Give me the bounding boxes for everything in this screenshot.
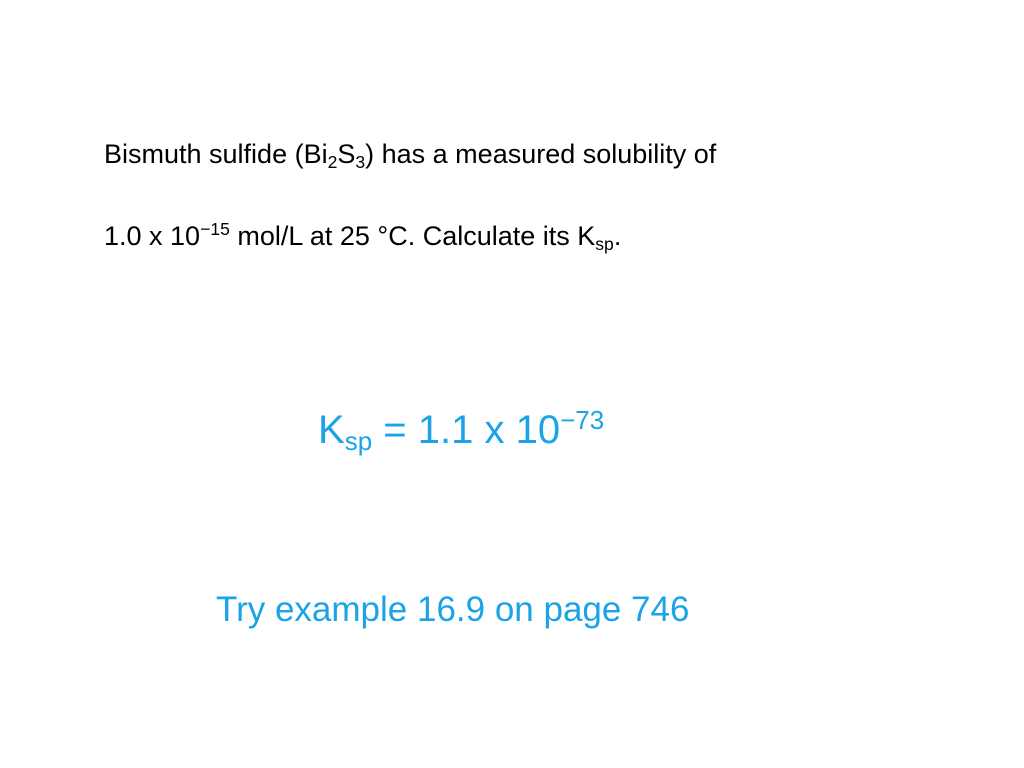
superscript: −15 <box>200 219 230 240</box>
problem-line-1 <box>104 139 717 172</box>
problem-text: Bismuth sulfide (Bi <box>104 139 328 169</box>
problem-line-2 <box>104 219 622 254</box>
subscript: 3 <box>355 151 366 172</box>
subscript: sp <box>344 426 373 457</box>
problem-text: ) has a measured solubility of <box>365 139 717 169</box>
subscript: 2 <box>327 151 338 172</box>
problem-text: . <box>613 221 622 251</box>
problem-text: 1.0 x 10 <box>104 221 201 251</box>
answer-text: = 1.1 x 10 <box>372 408 561 452</box>
superscript: −73 <box>560 404 605 435</box>
answer <box>318 404 605 457</box>
hint-text: Try example 16.9 on page 746 <box>216 590 690 629</box>
problem-text: S <box>337 139 356 169</box>
answer-symbol: K <box>318 408 345 452</box>
problem-text: mol/L at 25 °C. Calculate its K <box>229 221 596 251</box>
subscript: sp <box>595 233 614 254</box>
